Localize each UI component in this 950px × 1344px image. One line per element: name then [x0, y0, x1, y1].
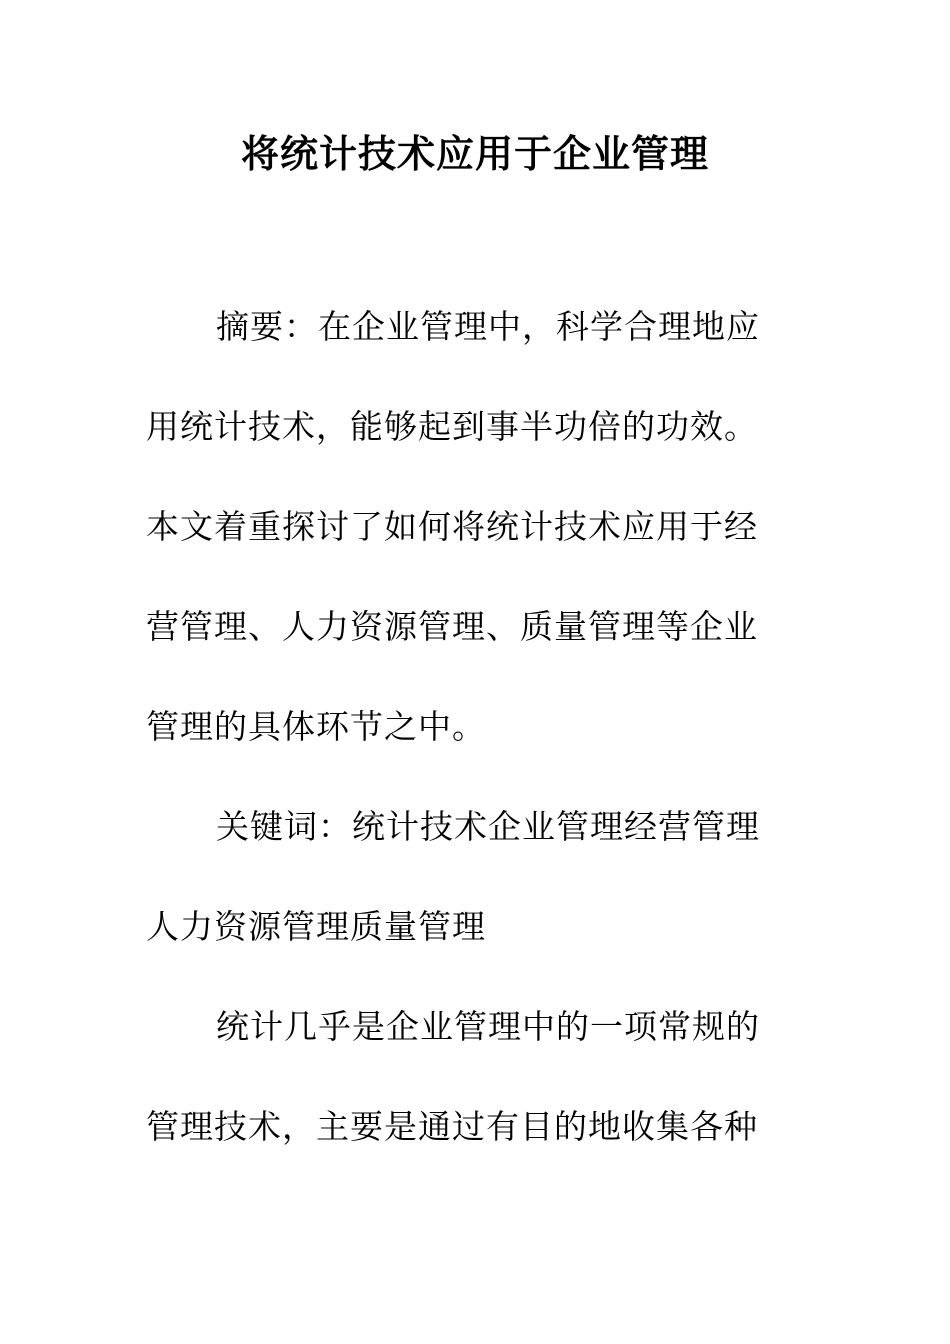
abstract-line-5: 管理的具体环节之中。 [146, 707, 486, 746]
document-title: 将统计技术应用于企业管理 [240, 132, 709, 176]
abstract-line-4: 营管理、人力资源管理、质量管理等企业 [146, 607, 758, 646]
abstract-line-1: 摘要：在企业管理中，科学合理地应 [216, 307, 760, 346]
keywords-line-2: 人力资源管理质量管理 [146, 907, 486, 946]
keywords-line-1: 关键词：统计技术企业管理经营管理 [216, 807, 760, 846]
paragraph-line-1: 统计几乎是企业管理中的一项常规的 [216, 1007, 760, 1046]
paragraph-line-2: 管理技术，主要是通过有目的地收集各种 [146, 1107, 758, 1146]
abstract-line-2: 用统计技术，能够起到事半功倍的功效。 [146, 407, 758, 446]
document-body [146, 296, 786, 1196]
abstract-line-3: 本文着重探讨了如何将统计技术应用于经 [146, 507, 758, 546]
